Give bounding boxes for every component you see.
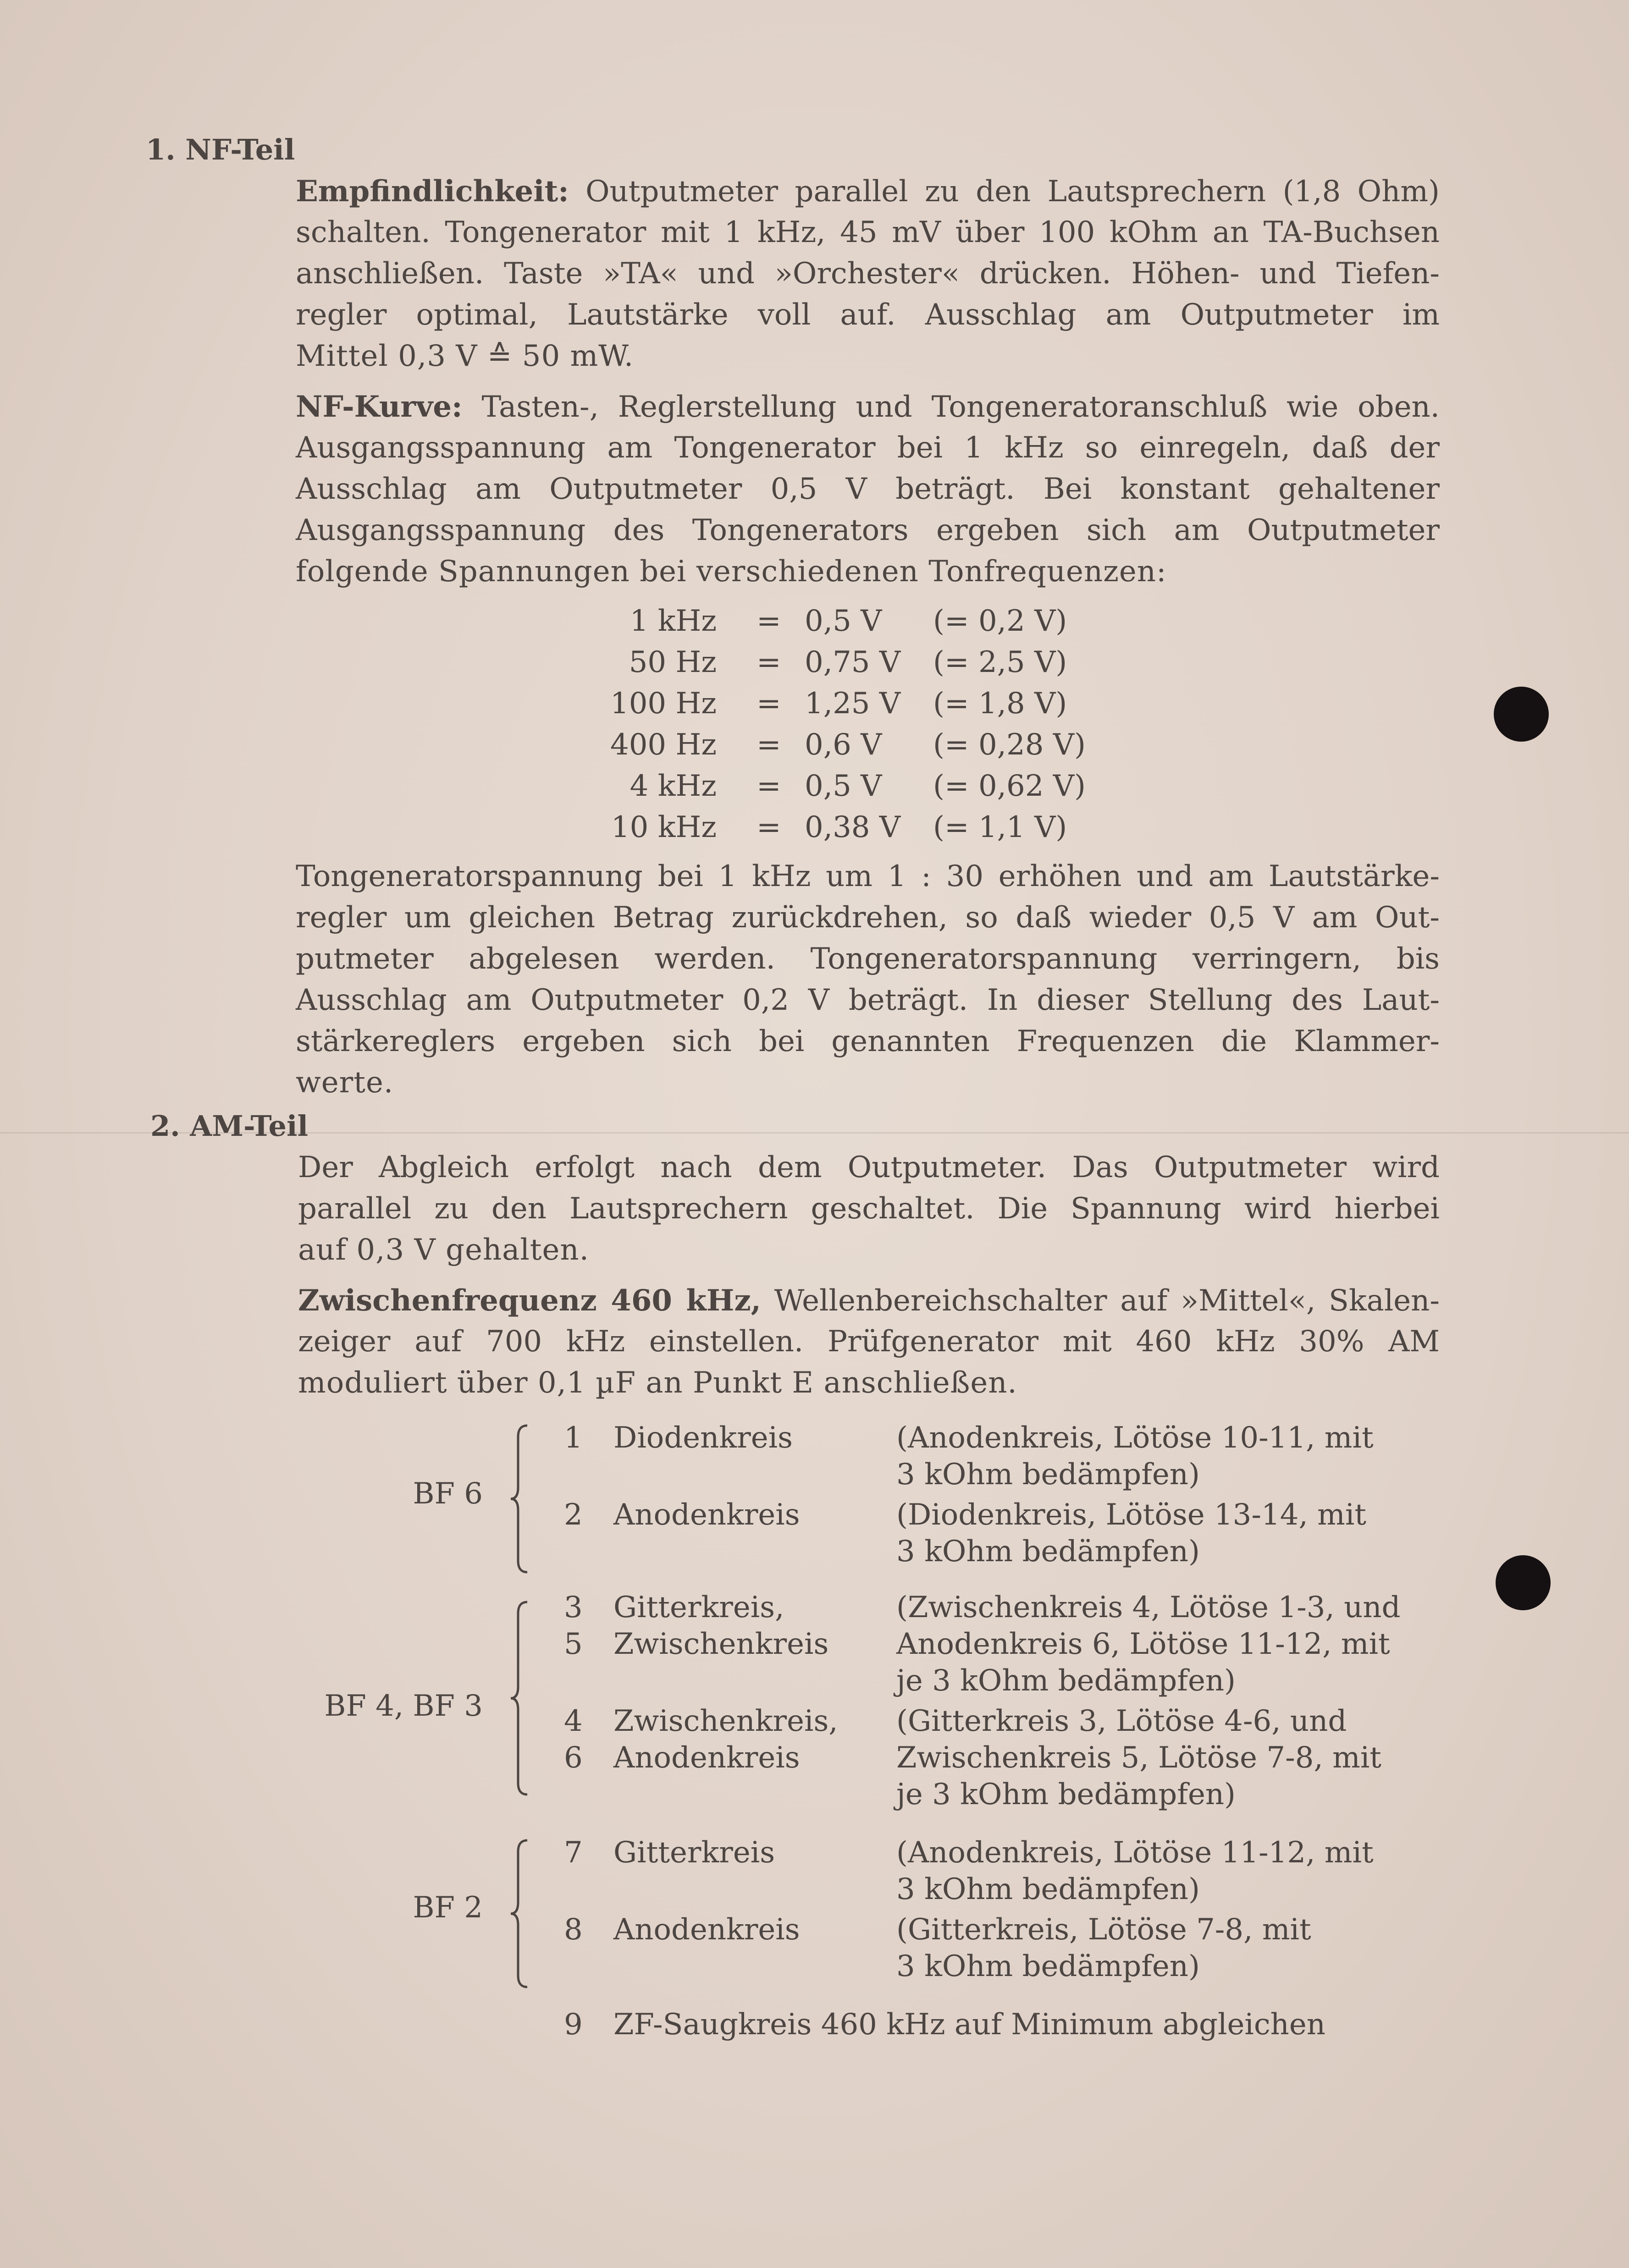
- paragraph-line: Ausschlag am Outputmeter 0,2 V beträgt. In dieser Stellung des Laut-: [296, 983, 1440, 1017]
- damping-note: (Gitterkreis, Lötöse 7-8, mit: [896, 1913, 1311, 1947]
- group-label: BF 6: [413, 1477, 483, 1511]
- step-number: 9: [564, 2008, 583, 2042]
- step-number: 7: [564, 1836, 583, 1870]
- final-step-text: ZF-Saugkreis 460 kHz auf Minimum abgleichen: [613, 2008, 1325, 2042]
- inline-label-nf-kurve: NF-Kurve:: [296, 390, 463, 424]
- value-cell: 0,5 V: [805, 604, 882, 638]
- paragraph-line: stärkereglers ergeben sich bei genannten Frequenzen die Klammer-: [296, 1024, 1440, 1058]
- paragraph-line: Empfindlichkeit: Outputmeter parallel zu den Lautsprechern (1,8 Ohm): [296, 174, 1440, 209]
- value-cell: 0,38 V: [805, 810, 901, 844]
- paragraph-line: regler um gleichen Betrag zurückdrehen, so daß wieder 0,5 V am Out-: [296, 901, 1440, 935]
- bracket-value-cell: (= 0,62 V): [933, 769, 1086, 803]
- damping-note: (Anodenkreis, Lötöse 11-12, mit: [896, 1836, 1374, 1870]
- punch-hole-top: [1494, 687, 1549, 742]
- paragraph-line: Ausgangsspannung am Tongenerator bei 1 kHz so einregeln, daß der: [296, 431, 1440, 465]
- damping-note: je 3 kOhm bedämpfen): [896, 1778, 1236, 1811]
- damping-note: 3 kOhm bedämpfen): [896, 1949, 1200, 1983]
- eq-cell: =: [757, 769, 781, 803]
- circuit-name: Zwischenkreis: [613, 1627, 829, 1661]
- value-cell: 0,6 V: [805, 728, 882, 762]
- freq-cell: 100 Hz: [610, 687, 717, 721]
- curly-brace: [509, 1838, 536, 1989]
- eq-cell: =: [757, 728, 781, 762]
- paragraph-line: Zwischenfrequenz 460 kHz, Wellenbereichschalter auf »Mittel«, Skalen-: [298, 1283, 1440, 1318]
- section-heading-nf: 1. NF-Teil: [146, 133, 295, 166]
- damping-note: Zwischenkreis 5, Lötöse 7-8, mit: [896, 1741, 1381, 1775]
- paragraph-line: regler optimal, Lautstärke voll auf. Ausschlag am Outputmeter im: [296, 298, 1440, 332]
- paragraph-line: anschließen. Taste »TA« und »Orchester« drücken. Höhen- und Tiefen-: [296, 257, 1440, 291]
- paragraph-line: folgende Spannungen bei verschiedenen Tonfrequenzen:: [296, 555, 1167, 589]
- step-number: 8: [564, 1913, 583, 1947]
- damping-note: 3 kOhm bedämpfen): [896, 1872, 1200, 1906]
- paragraph-line: NF-Kurve: Tasten-, Reglerstellung und Tongeneratoranschluß wie oben.: [296, 390, 1440, 424]
- damping-note: 3 kOhm bedämpfen): [896, 1458, 1200, 1492]
- paragraph-line: Mittel 0,3 V ≙ 50 mW.: [296, 339, 634, 373]
- group-label: BF 4, BF 3: [324, 1689, 483, 1723]
- damping-note: 3 kOhm bedämpfen): [896, 1535, 1200, 1569]
- paragraph-line: Der Abgleich erfolgt nach dem Outputmeter. Das Outputmeter wird: [298, 1151, 1440, 1184]
- damping-note: (Zwischenkreis 4, Lötöse 1-3, und: [896, 1591, 1401, 1624]
- damping-note: (Gitterkreis 3, Lötöse 4-6, und: [896, 1704, 1347, 1738]
- freq-cell: 400 Hz: [610, 728, 717, 762]
- damping-note: je 3 kOhm bedämpfen): [896, 1664, 1236, 1698]
- paragraph-line: zeiger auf 700 kHz einstellen. Prüfgenerator mit 460 kHz 30% AM: [298, 1325, 1440, 1359]
- bracket-value-cell: (= 0,2 V): [933, 604, 1067, 638]
- damping-note: (Diodenkreis, Lötöse 13-14, mit: [896, 1498, 1366, 1532]
- circuit-name: Anodenkreis: [613, 1741, 800, 1775]
- bracket-value-cell: (= 1,8 V): [933, 687, 1067, 721]
- circuit-name: Gitterkreis: [613, 1836, 775, 1870]
- paragraph-line: parallel zu den Lautsprechern geschaltet. Die Spannung wird hierbei: [298, 1192, 1440, 1226]
- circuit-name: Anodenkreis: [613, 1913, 800, 1947]
- circuit-name: Gitterkreis,: [613, 1591, 784, 1624]
- bracket-value-cell: (= 2,5 V): [933, 645, 1067, 679]
- eq-cell: =: [757, 645, 781, 679]
- value-cell: 1,25 V: [805, 687, 901, 721]
- circuit-name: Zwischenkreis,: [613, 1704, 838, 1738]
- freq-cell: 10 kHz: [611, 810, 717, 844]
- section-heading-am: 2. AM-Teil: [150, 1109, 309, 1143]
- damping-note: Anodenkreis 6, Lötöse 11-12, mit: [896, 1627, 1390, 1661]
- paragraph-line: putmeter abgelesen werden. Tongeneratorspannung verringern, bis: [296, 942, 1440, 976]
- paragraph-line: auf 0,3 V gehalten.: [298, 1233, 589, 1267]
- paragraph-line: werte.: [296, 1066, 394, 1100]
- freq-cell: 4 kHz: [630, 769, 717, 803]
- punch-hole-bottom: [1496, 1555, 1551, 1610]
- paragraph-line: Tongeneratorspannung bei 1 kHz um 1 : 30 erhöhen und am Lautstärke-: [296, 859, 1440, 893]
- step-number: 1: [564, 1421, 583, 1455]
- paragraph-line: Ausgangsspannung des Tongenerators ergeben sich am Outputmeter: [296, 513, 1440, 547]
- curly-brace: [509, 1600, 536, 1797]
- freq-cell: 1 kHz: [630, 604, 717, 638]
- step-number: 3: [564, 1591, 583, 1624]
- eq-cell: =: [757, 604, 781, 638]
- step-number: 2: [564, 1498, 583, 1532]
- value-cell: 0,75 V: [805, 645, 901, 679]
- bracket-value-cell: (= 0,28 V): [933, 728, 1086, 762]
- paragraph-line: moduliert über 0,1 µF an Punkt E anschließen.: [298, 1366, 1017, 1400]
- bracket-value-cell: (= 1,1 V): [933, 810, 1067, 844]
- group-label: BF 2: [413, 1891, 483, 1925]
- inline-label-empfindlichkeit: Empfindlichkeit:: [296, 174, 569, 209]
- step-number: 5: [564, 1627, 583, 1661]
- circuit-name: Anodenkreis: [613, 1498, 800, 1532]
- value-cell: 0,5 V: [805, 769, 882, 803]
- curly-brace: [509, 1423, 536, 1574]
- step-number: 6: [564, 1741, 583, 1775]
- paragraph-line: schalten. Tongenerator mit 1 kHz, 45 mV über 100 kOhm an TA-Buchsen: [296, 215, 1440, 249]
- step-number: 4: [564, 1704, 583, 1738]
- circuit-name: Diodenkreis: [613, 1421, 793, 1455]
- damping-note: (Anodenkreis, Lötöse 10-11, mit: [896, 1421, 1374, 1455]
- paragraph-line: Ausschlag am Outputmeter 0,5 V beträgt. Bei konstant gehaltener: [296, 472, 1440, 506]
- eq-cell: =: [757, 810, 781, 844]
- eq-cell: =: [757, 687, 781, 721]
- inline-label-zwischenfrequenz: Zwischenfrequenz 460 kHz,: [298, 1283, 761, 1318]
- freq-cell: 50 Hz: [629, 645, 717, 679]
